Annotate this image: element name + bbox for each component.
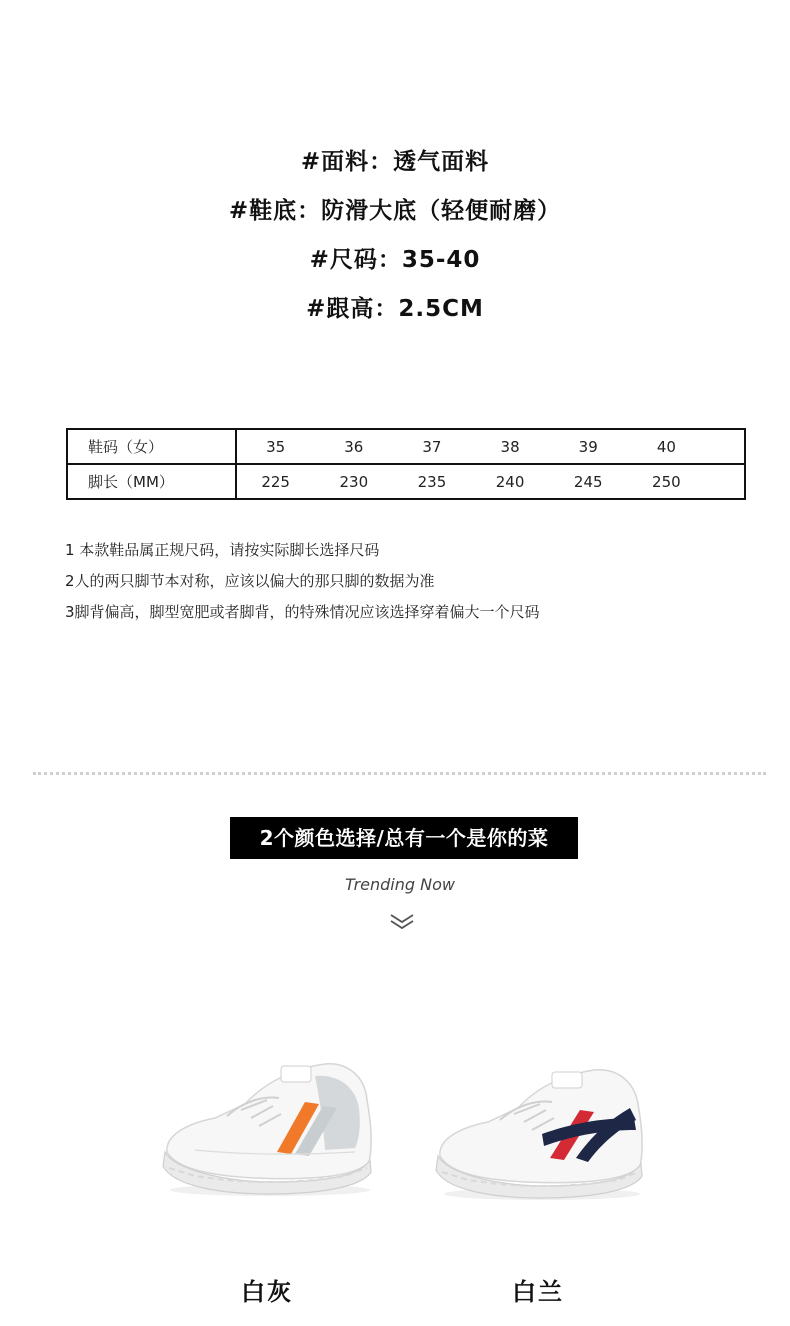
table-cell: 250	[652, 472, 681, 491]
note-item: 3脚背偏高，脚型宽肥或者脚背，的特殊情况应该选择穿着偏大一个尺码	[65, 603, 540, 621]
table-cell: 39	[549, 429, 627, 464]
table-row	[67, 464, 745, 499]
dotted-divider	[33, 772, 766, 775]
size-notes	[65, 535, 540, 628]
table-row	[67, 429, 745, 464]
table-cell: 225	[261, 472, 290, 491]
double-chevron-down-icon	[389, 912, 415, 932]
table-cell: 36	[315, 429, 393, 464]
spec-fabric: #面料：透气面料	[300, 149, 490, 175]
color-option-label: 白灰	[241, 1278, 293, 1306]
table-cell: 245	[573, 472, 603, 491]
table-cell: 40	[627, 429, 705, 464]
sneaker-navy-image	[430, 1048, 655, 1208]
table-cell: 37	[393, 429, 471, 464]
table-cell: 240	[495, 472, 525, 491]
table-spacer	[705, 429, 745, 464]
trending-subtitle: Trending Now	[345, 875, 455, 894]
table-cell: 235	[417, 472, 447, 491]
table-cell: 230	[339, 472, 369, 491]
table-cell: 35	[236, 429, 315, 464]
sneaker-grey-image	[155, 1040, 380, 1200]
spec-list	[0, 138, 790, 334]
section-banner: 2个颜色选择/总有一个是你的菜	[230, 817, 578, 859]
row-header: 脚长（MM）	[67, 464, 236, 499]
table-spacer	[705, 464, 745, 499]
spec-sole: #鞋底：防滑大底（轻便耐磨）	[228, 198, 562, 224]
spec-size: #尺码：35-40	[309, 247, 481, 273]
note-item: 2人的两只脚节本对称，应该以偏大的那只脚的数据为准	[65, 572, 435, 590]
color-option-label: 白兰	[512, 1278, 564, 1306]
row-header: 鞋码（女）	[67, 429, 236, 464]
size-chart-table	[66, 428, 746, 500]
spec-heel: #跟高：2.5CM	[306, 296, 484, 322]
table-cell: 38	[471, 429, 549, 464]
note-item: 1 本款鞋品属正规尺码，请按实际脚长选择尺码	[65, 541, 380, 559]
